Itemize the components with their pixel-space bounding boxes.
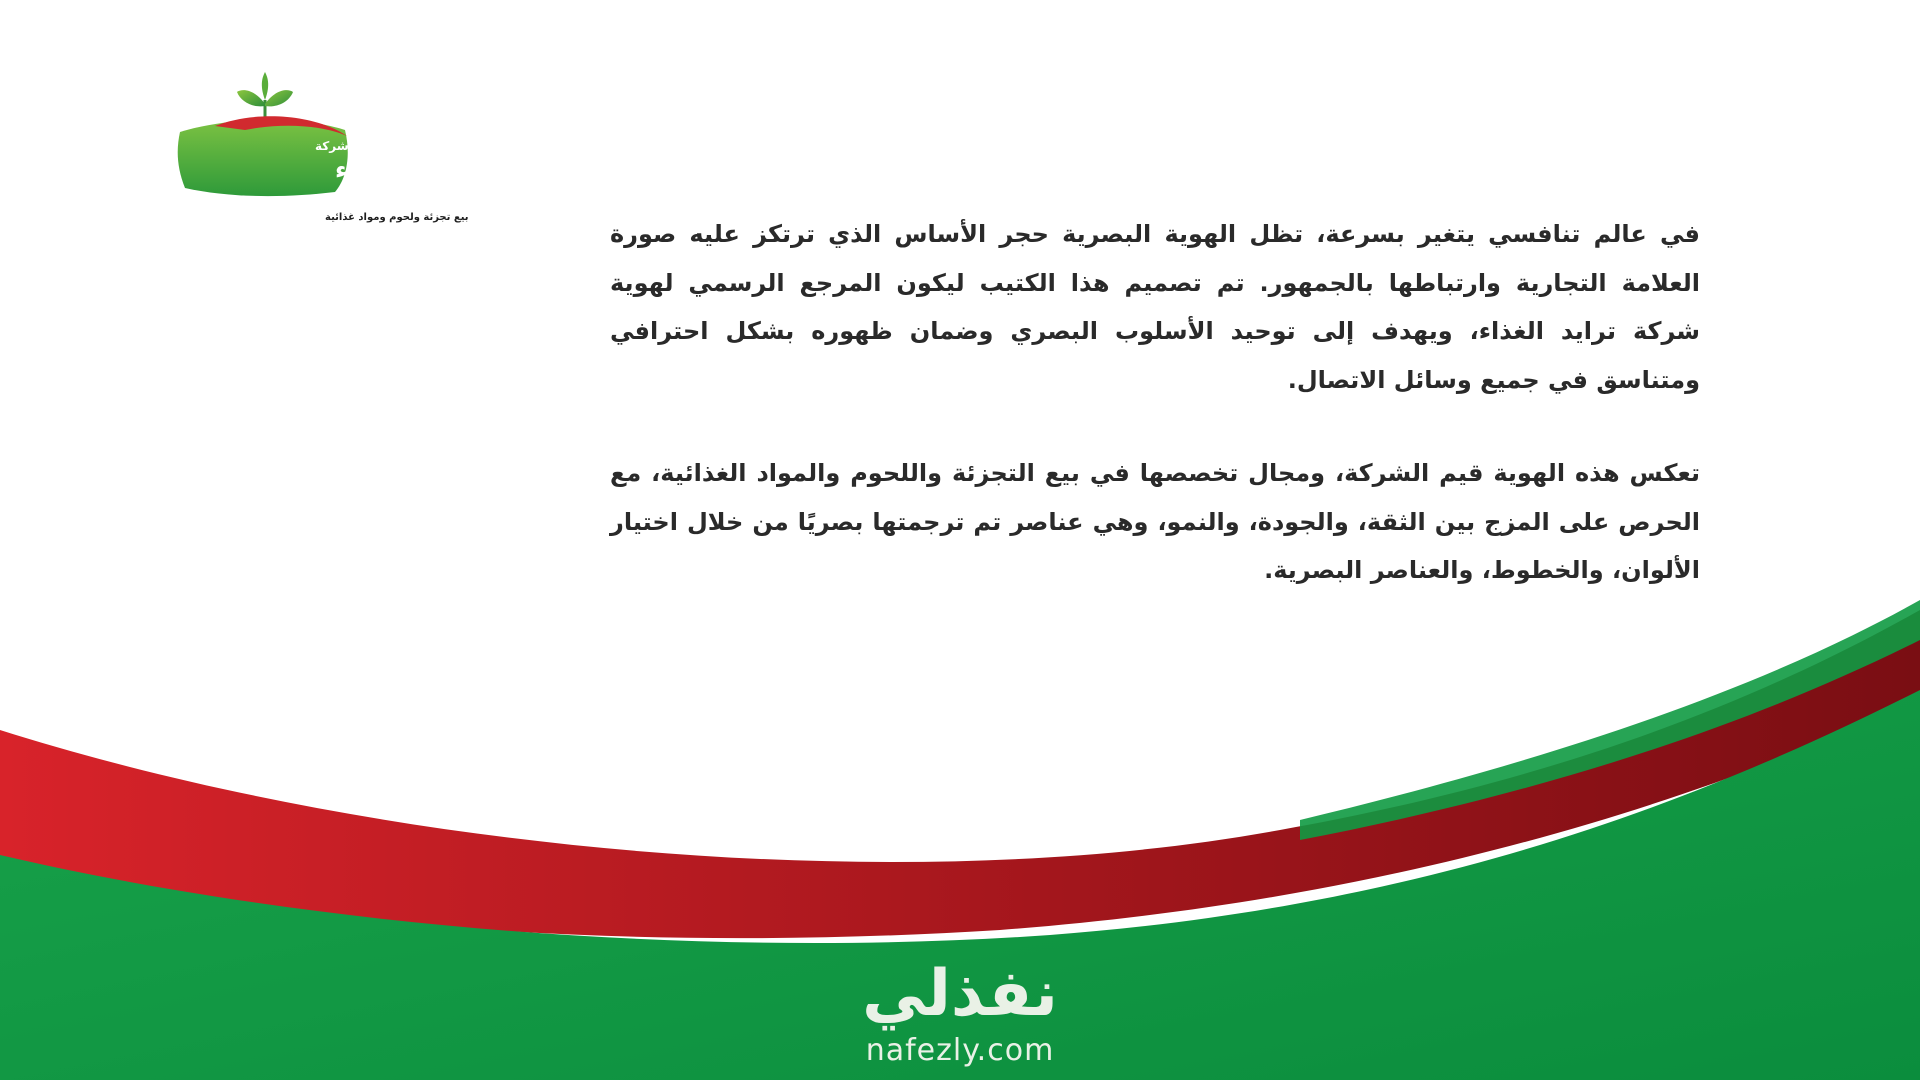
intro-paragraph-1: في عالم تنافسي يتغير بسرعة، تظل الهوية البصرية حجر الأساس الذي ترتكز عليه صورة العلامة التجارية وارتباطها بالجمهور. تم تصميم هذا الكتيب ليكون المرجع الرسمي لهوية شركة ترايد الغذاء، ويهدف إلى توحيد الأسلوب البصري وضمان ظهوره بشكل احترافي ومتناسق في جميع وسائل الاتصال. [610, 220, 1700, 394]
leaf-sprout-icon [237, 72, 293, 120]
intro-paragraph-2: تعكس هذه الهوية قيم الشركة، ومجال تخصصها في بيع التجزئة واللحوم والمواد الغذائية، مع الحرص على المزج بين الثقة، والجودة، والنمو، وهي عناصر تم ترجمتها بصريًا من خلال اختيار الألوان، والخطوط، والعناصر البصرية. [610, 459, 1700, 584]
logo-tagline: بيع تجزئة ولحوم ومواد غذائية [325, 212, 469, 223]
intro-text [610, 210, 1700, 640]
nafezly-watermark [820, 955, 1100, 1080]
nafezly-arabic-logo: نفذلي [862, 957, 1058, 1031]
logo-company-name: ترايد الغذاء [335, 156, 464, 184]
company-logo [175, 70, 469, 230]
nafezly-url: nafezly.com [865, 1033, 1055, 1068]
logo-company-small: شركة [315, 139, 349, 153]
